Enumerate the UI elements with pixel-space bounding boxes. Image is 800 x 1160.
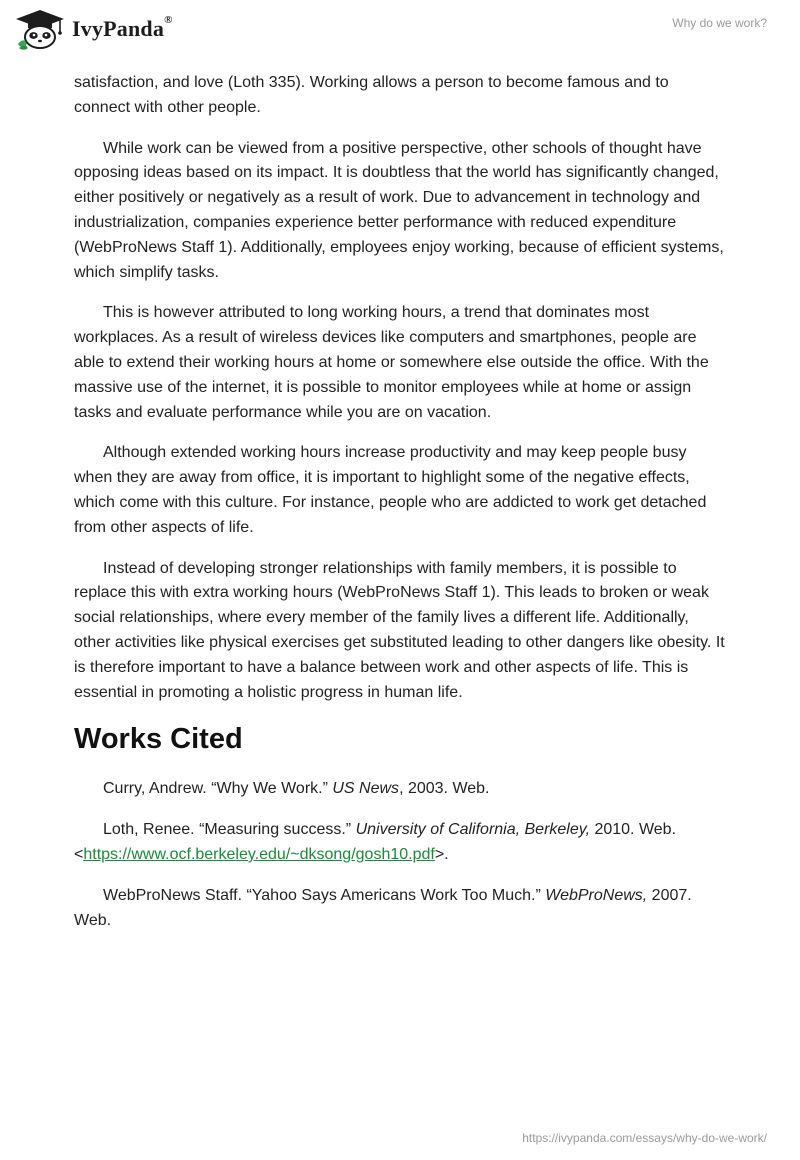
citation-text: , 2003. Web. (399, 780, 490, 798)
page-header (0, 0, 800, 66)
ivypanda-logo[interactable] (14, 8, 173, 50)
citation-text: >. (434, 845, 449, 863)
brand-name (72, 16, 173, 42)
citation-source: University of California, Berkeley, (355, 821, 591, 839)
citation-text: 2010. Web. < (74, 821, 676, 863)
citation-link[interactable]: https://www.ocf.berkeley.edu/~dksong/gosh10.pdf (83, 845, 435, 863)
works-cited-heading: Works Cited (74, 723, 243, 756)
citation-source: WebProNews, (545, 886, 648, 904)
registered-mark: ® (164, 14, 173, 26)
essay-body (74, 71, 726, 949)
citation-text: Loth, Renee. “Measuring success.” (103, 821, 356, 839)
paragraph: This is however attributed to long working hours, a trend that dominates most workplaces. As a result of wireless devices like computers and smartphones, people are able to extend their working hours at home or somewhere else outside the office. With the massive use of the internet, it is possible to monitor employees while at home or assign tasks and evaluate performance while you are on vacation. (74, 304, 709, 421)
panda-graduate-icon (14, 8, 66, 50)
document-title: Why do we work? (672, 16, 767, 30)
paragraph: Instead of developing stronger relationships with family members, it is possible to replace this with extra working hours (WebProNews Staff 1). This leads to broken or weak social relationships, where every member of the family lives a different life. Additionally, other activities like physical exercises get substituted leading to other dangers like obesity. It is therefore important to have a balance between work and other aspects of life. This is essential in promoting a holistic progress in human life. (74, 559, 725, 701)
citation-text: Curry, Andrew. “Why We Work.” (103, 780, 333, 798)
footer-url[interactable]: https://ivypanda.com/essays/why-do-we-work/ (522, 1131, 767, 1145)
brand-text: IvyPanda (72, 16, 165, 41)
citation-entry (74, 818, 726, 868)
paragraph: Although extended working hours increase productivity and may keep people busy when they are away from office, it is important to highlight some of the negative effects, which come with this culture. For instance, people who are addicted to work get detached from other aspects of life. (74, 444, 707, 536)
citation-source: US News (332, 780, 400, 798)
citation-entry (74, 884, 726, 934)
paragraph: While work can be viewed from a positive perspective, other schools of thought have opposing ideas based on its impact. It is doubtless that the world has significantly changed, either positively or negatively as a result of work. Due to advancement in technology and industrialization, companies experience better performance with reduced expenditure (WebProNews Staff 1). Additionally, employees enjoy working, because of efficient systems, which simplify tasks. (74, 139, 724, 281)
citation-text: WebProNews Staff. “Yahoo Says Americans Work Too Much.” (103, 886, 546, 904)
paragraph: satisfaction, and love (Loth 335). Working allows a person to become famous and to connect with other people. (74, 74, 669, 116)
citation-entry (74, 777, 726, 802)
citation-text: 2007. Web. (74, 886, 692, 929)
